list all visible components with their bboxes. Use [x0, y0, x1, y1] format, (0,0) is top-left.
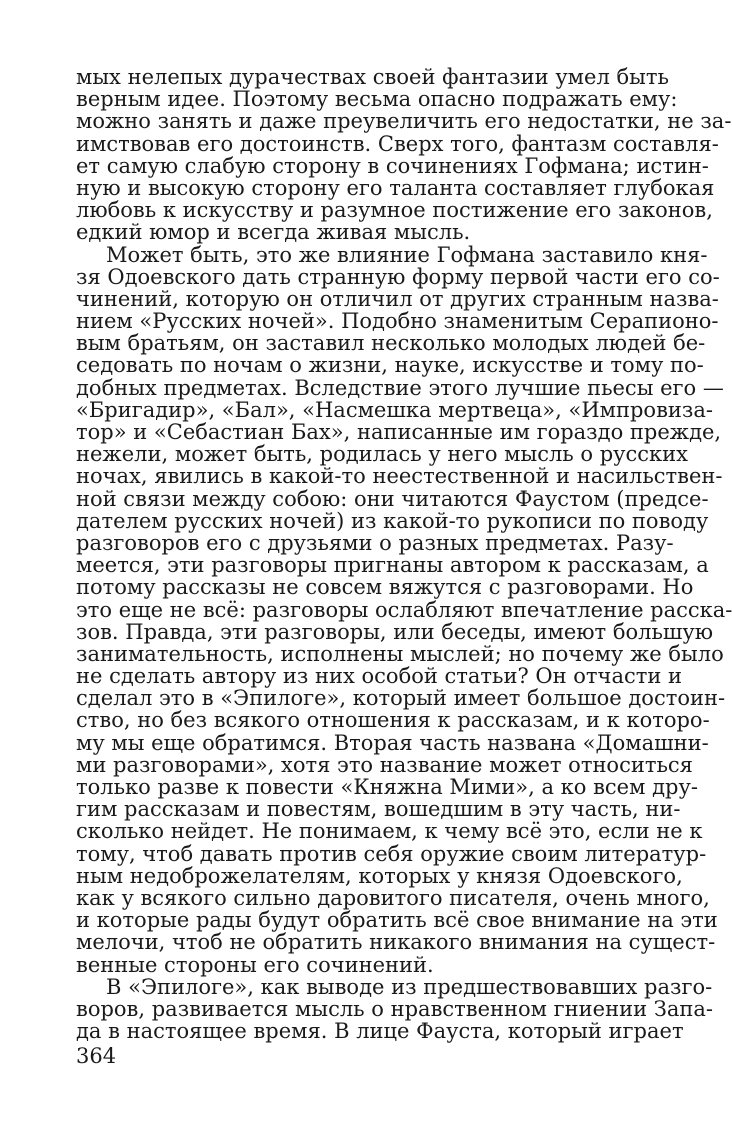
text-line: мелочи, чтоб не обратить никакого внимания на сущест-: [76, 930, 716, 955]
text-line: нием «Русских ночей». Подобно знаменитым Серапионо-: [76, 309, 719, 334]
text-line: дателем русских ночей) из какой-то рукописи по поводу: [76, 508, 709, 533]
text-line: как у всякого сильно даровитого писателя, очень много,: [76, 885, 710, 910]
text-line: можно занять и даже преувеличить его недостатки, не за-: [76, 109, 732, 134]
text-line: сколько нейдет. Не понимаем, к чему всё это, если не к: [76, 819, 703, 844]
text-column: [76, 65, 732, 1044]
text-line: меется, эти разговоры пригнаны автором к рассказам, а: [76, 553, 709, 578]
text-line: нежели, может быть, родилась у него мысль о русских: [76, 442, 689, 467]
text-line: зя Одоевского дать странную форму первой части его со-: [76, 264, 720, 289]
text-line: потому рассказы не совсем вяжутся с разговорами. Но: [76, 575, 694, 600]
text-line: едкий юмор и всегда живая мысль.: [76, 220, 471, 245]
text-line: и которые рады будут обратить всё свое внимание на эти: [76, 908, 718, 933]
text-line: сделал это в «Эпилоге», который имеет большое достоин-: [76, 686, 726, 711]
text-line: верным идее. Поэтому весьма опасно подражать ему:: [76, 87, 678, 112]
text-line: гим рассказам и повестям, вошедшим в эту часть, ни-: [76, 797, 681, 822]
text-line: да в настоящее время. В лице Фауста, который играет: [76, 1019, 684, 1044]
text-line: ночах, явились в какой-то неестественной и насильствен-: [76, 464, 723, 489]
paragraph: [76, 65, 732, 245]
text-line: ми разговорами», хотя это название может относиться: [76, 752, 693, 777]
page-number: 364: [76, 1044, 117, 1068]
text-line: ет самую слабую сторону в сочинениях Гофмана; истин-: [76, 153, 709, 178]
text-line: добных предметах. Вследствие этого лучшие пьесы его —: [76, 375, 724, 400]
text-line: ным недоброжелателям, которых у князя Одоевского,: [76, 863, 683, 888]
text-line: В «Эпилоге», как выводе из предшествовавших разго-: [106, 974, 713, 999]
text-line: му мы еще обратимся. Вторая часть названа «Домашни-: [76, 730, 709, 755]
text-line: занимательность, исполнены мыслей; но почему же было: [76, 641, 724, 666]
paragraph: [76, 242, 732, 977]
text-line: ную и высокую сторону его таланта составляет глубокая: [76, 175, 715, 200]
text-line: чинений, которую он отличил от других странным назва-: [76, 286, 719, 311]
text-line: разговоров его с друзьями о разных предметах. Разу-: [76, 530, 674, 555]
text-line: воров, развивается мысль о нравственном гниении Запа-: [76, 996, 713, 1021]
text-line: венные стороны его сочинений.: [76, 952, 434, 977]
text-line: ство, но без всякого отношения к рассказам, и к которо-: [76, 708, 710, 733]
text-line: только разве к повести «Княжна Мими», а ко всем дру-: [76, 775, 698, 799]
text-line: это еще не всё: разговоры ослабляют впечатление расска-: [76, 597, 732, 622]
text-line: «Бригадир», «Бал», «Насмешка мертвеца», «Импровиза-: [76, 397, 713, 422]
text-line: ной связи между собою: они читаются Фаустом (предсе-: [76, 486, 709, 511]
page-body: [76, 65, 732, 1044]
text-line: Может быть, это же влияние Гофмана заставило кня-: [106, 242, 708, 267]
text-line: зов. Правда, эти разговоры, или беседы, имеют большую: [76, 619, 714, 644]
paragraph: [76, 974, 713, 1044]
text-line: мых нелепых дурачествах своей фантазии умел быть: [76, 65, 669, 89]
text-line: тор» и «Себастиан Бах», написанные им гораздо прежде,: [76, 420, 722, 444]
text-line: не сделать автору из них особой статьи? Он отчасти и: [76, 664, 683, 689]
text-line: седовать по ночам о жизни, науке, искусстве и тому по-: [76, 353, 704, 378]
text-line: тому, чтоб давать против себя оружие своим литератур-: [76, 841, 707, 866]
text-line: любовь к искусству и разумное постижение его законов,: [76, 198, 713, 223]
text-line: имствовав его достоинств. Сверх того, фантазм составля-: [76, 131, 719, 156]
text-line: вым братьям, он заставил несколько молодых людей бе-: [76, 331, 706, 356]
